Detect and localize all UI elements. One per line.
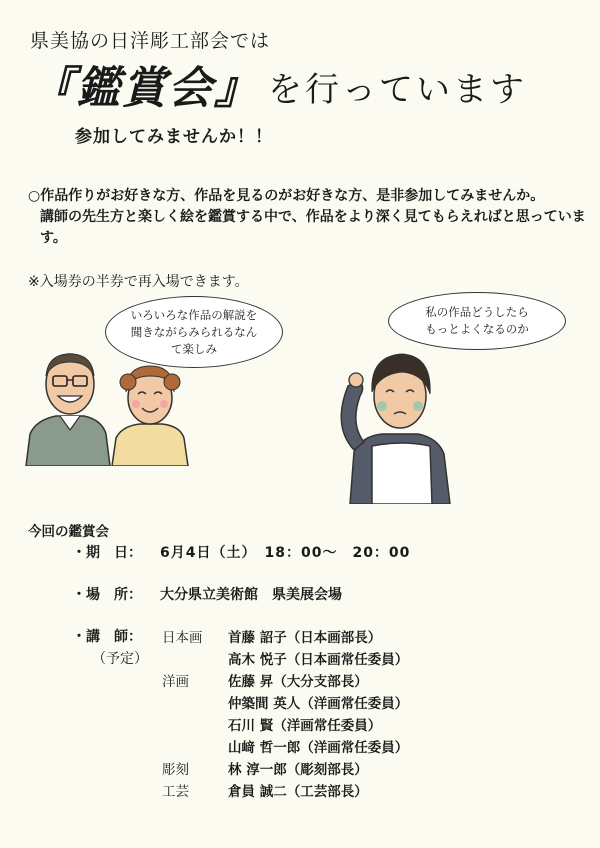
intro-block [28, 186, 588, 249]
instructor-entry: 山﨑 哲一郎（洋画常任委員） [228, 740, 409, 756]
man-figure [26, 354, 110, 466]
intro-line-2: 講師の先生方と楽しく絵を鑑賞する中で、作品をより深く見てもらえればと思っています。 [40, 209, 586, 246]
title-tail: を行っています [268, 70, 527, 110]
instructor-entry: 石川 賢（洋画常任委員） [228, 718, 382, 734]
thinking-woman-illustration [326, 346, 462, 504]
category-label: 日本画 [162, 630, 203, 646]
subtitle: 県美協の日洋彫工部会では [30, 30, 271, 52]
instructor-entry: 佐藤 昇（大分支部長） [228, 674, 368, 690]
instructor-entry: 林 淳一郎（彫刻部長） [228, 762, 368, 778]
instructor-sub-label: （予定） [92, 651, 148, 667]
category-label: 彫刻 [162, 762, 189, 778]
instructor-entry: 仲築間 英人（洋画常任委員） [228, 696, 409, 712]
date-value: 6月4日（土） 18：00〜 20：00 [160, 545, 411, 561]
instructor-entry: 倉員 誠二（工芸部長） [228, 784, 368, 800]
instructor-entry: 高木 悦子（日本画常任委員） [228, 652, 409, 668]
bubble-left-line-1: いろいろな作品の解説を [130, 307, 258, 322]
category-label: 工芸 [162, 784, 189, 800]
instructor-entry: 首藤 詔子（日本画部長） [228, 630, 382, 646]
category-label: 洋画 [162, 674, 189, 690]
place-value: 大分県立美術館 県美展会場 [160, 587, 342, 603]
woman-figure [112, 366, 188, 466]
instructor-label: ・講 師： [72, 629, 142, 645]
date-label: ・期 日： [72, 545, 142, 561]
bubble-right-line-2: もっとよくなるのか [425, 322, 529, 336]
bubble-left-line-3: て楽しみ [171, 341, 217, 356]
intro-line-1: ○作品作りがお好きな方、作品を見るのがお好きな方、是非参加してみませんか。 [28, 188, 545, 204]
place-label: ・場 所： [72, 587, 142, 603]
section-title: 今回の鑑賞会 [28, 524, 109, 540]
page-title: 『鑑賞会』 [30, 63, 260, 114]
bubble-right-line-1: 私の作品どうしたら [425, 305, 529, 319]
speech-bubble-right [388, 292, 566, 350]
invite-text: 参加してみませんか！！ [75, 127, 273, 147]
couple-illustration [22, 346, 194, 466]
bubble-left-line-2: 聞きながらみられるなん [130, 324, 258, 339]
reentry-note: ※入場券の半券で再入場できます。 [28, 274, 249, 290]
